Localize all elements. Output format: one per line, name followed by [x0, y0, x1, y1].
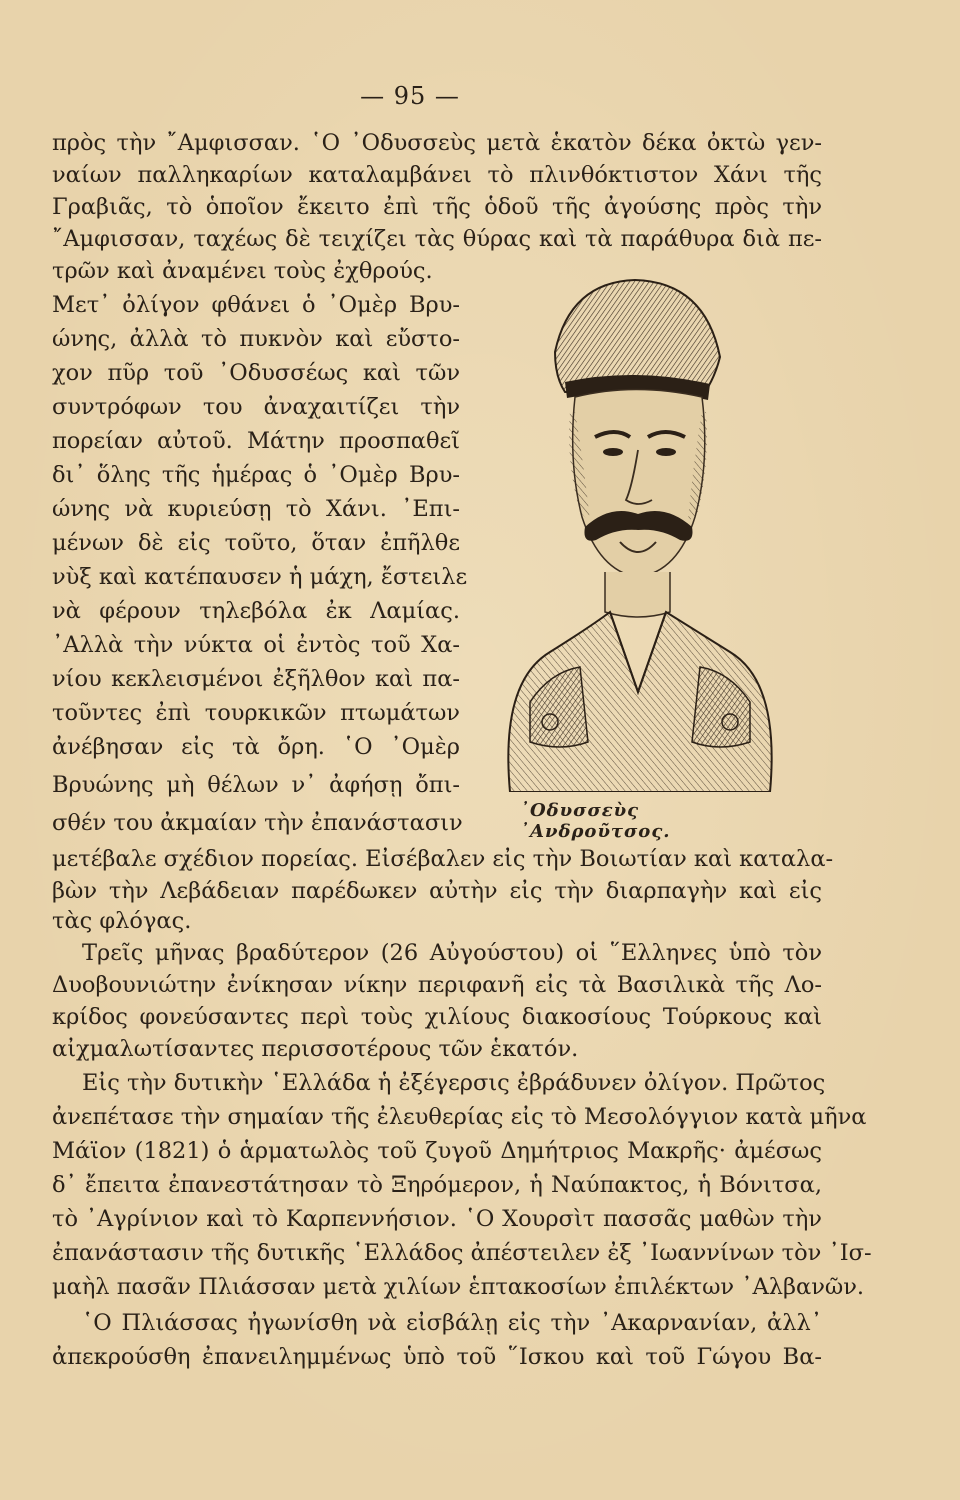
text-line: νίου κεκλεισμένοι ἐξῆλθον καὶ πα-	[52, 666, 460, 692]
text-line: Δυοβουνιώτην ἐνίκησαν νίκην περιφανῆ εἰς τὰ Βασιλικὰ τῆς Λο-	[52, 972, 822, 998]
text-line: ἀνέβησαν εἰς τὰ ὄρη. ῾Ο ᾿Ομὲρ	[52, 734, 460, 760]
text-line: ώνης νὰ κυριεύσῃ τὸ Χάνι. ᾿Επι-	[52, 496, 460, 522]
text-line: σθέν του ἀκμαίαν τὴν ἐπανάστασιν	[52, 810, 463, 836]
text-line: συντρόφων του ἀναχαιτίζει τὴν	[52, 394, 460, 420]
text-line: αἰχμαλωτίσαντες περισσοτέρους τῶν ἑκατόν.	[52, 1036, 579, 1062]
text-line: ῎Αμφισσαν, ταχέως δὲ τειχίζει τὰς θύρας καὶ τὰ παράθυρα διὰ πε-	[52, 226, 822, 252]
text-line: Εἰς τὴν δυτικὴν ῾Ελλάδα ἡ ἐξέγερσις ἐβράδυνεν ὀλίγον. Πρῶτος	[82, 1070, 826, 1096]
text-line: ῾Ο Πλιάσσας ἠγωνίσθη νὰ εἰσβάλῃ εἰς τὴν ᾿Ακαρνανίαν, ἀλλ᾿	[82, 1310, 822, 1336]
text-line: ἀνεπέτασε τὴν σημαίαν τῆς ἐλευθερίας εἰς τὸ Μεσολόγγιον κατὰ μῆνα	[52, 1104, 867, 1130]
text-line: ναίων παλληκαρίων καταλαμβάνει τὸ πλινθόκτιστον Χάνι τῆς	[52, 162, 822, 188]
text-line: τρῶν καὶ ἀναμένει τοὺς ἐχθρούς.	[52, 258, 433, 284]
text-line: ώνης, ἀλλὰ τὸ πυκνὸν καὶ εὔστο-	[52, 326, 460, 352]
text-line: πορείαν αὐτοῦ. Μάτην προσπαθεῖ	[52, 428, 460, 454]
text-line: Μάϊον (1821) ὁ ἁρματωλὸς τοῦ ζυγοῦ Δημήτριος Μακρῆς· ἀμέσως	[52, 1138, 822, 1164]
text-line: χον πῦρ τοῦ ᾿Οδυσσέως καὶ τῶν	[52, 360, 460, 386]
text-line: τὸ ᾿Αγρίνιον καὶ τὸ Καρπεννήσιον. ῾Ο Χουρσὶτ πασσᾶς μαθὼν τὴν	[52, 1206, 822, 1232]
text-line: μαὴλ πασᾶν Πλιάσσαν μετὰ χιλίων ἑπτακοσίων ἐπιλέκτων ᾿Αλβανῶν.	[52, 1274, 865, 1300]
text-line: νὺξ καὶ κατέπαυσεν ἡ μάχη, ἔστειλε	[52, 564, 468, 590]
text-line: ᾿Αλλὰ τὴν νύκτα οἱ ἐντὸς τοῦ Χα-	[52, 632, 460, 658]
text-line: ἐπανάστασιν τῆς δυτικῆς ῾Ελλάδος ἀπέστειλεν ἐξ ᾿Ιωαννίνων τὸν ᾿Ισ-	[52, 1240, 872, 1266]
text-line: ἀπεκρούσθη ἐπανειλημμένως ὑπὸ τοῦ ῞Ισκου καὶ τοῦ Γώγου Βα-	[52, 1344, 822, 1370]
text-line: νὰ φέρουν τηλεβόλα ἐκ Λαμίας.	[52, 598, 460, 624]
text-line: τοῦντες ἐπὶ τουρκικῶν πτωμάτων	[52, 700, 460, 726]
portrait-engraving	[470, 272, 800, 792]
figure-caption: ᾿Οδυσσεὺς ᾿Ανδροῦτσος.	[520, 800, 671, 842]
text-line: δ᾿ ἔπειτα ἐπανεστάτησαν τὸ Ξηρόμερον, ἡ Ναύπακτος, ἡ Βόνιτσα,	[52, 1172, 822, 1198]
text-line: μένων δὲ εἰς τοῦτο, ὅταν ἐπῆλθε	[52, 530, 460, 556]
text-line: τὰς φλόγας.	[52, 908, 192, 934]
text-line: Βρυώνης μὴ θέλων ν᾿ ἀφήσῃ ὄπι-	[52, 772, 460, 798]
text-line: βὼν τὴν Λεβάδειαν παρέδωκεν αὐτὴν εἰς τὴν διαρπαγὴν καὶ εἰς	[52, 878, 822, 904]
text-line: Τρεῖς μῆνας βραδύτερον (26 Αὐγούστου) οἱ ῞Ελληνες ὑπὸ τὸν	[82, 940, 822, 966]
text-line: κρίδος φονεύσαντες περὶ τοὺς χιλίους διακοσίους Τούρκους καὶ	[52, 1004, 822, 1030]
text-line: δι᾿ ὅλης τῆς ἡμέρας ὁ ᾿Ομὲρ Βρυ-	[52, 462, 460, 488]
text-line: Μετ᾿ ὀλίγον φθάνει ὁ ᾿Ομὲρ Βρυ-	[52, 292, 460, 318]
page-number: — 95 —	[360, 82, 460, 110]
text-line: μετέβαλε σχέδιον πορείας. Εἰσέβαλεν εἰς τὴν Βοιωτίαν καὶ καταλα-	[52, 846, 834, 872]
text-line: Γραβιᾶς, τὸ ὁποῖον ἔκειτο ἐπὶ τῆς ὁδοῦ τῆς ἀγούσης πρὸς τὴν	[52, 194, 822, 220]
text-line: πρὸς τὴν ῎Αμφισσαν. ῾Ο ᾿Οδυσσεὺς μετὰ ἑκατὸν δέκα ὀκτὼ γεν-	[52, 130, 822, 156]
